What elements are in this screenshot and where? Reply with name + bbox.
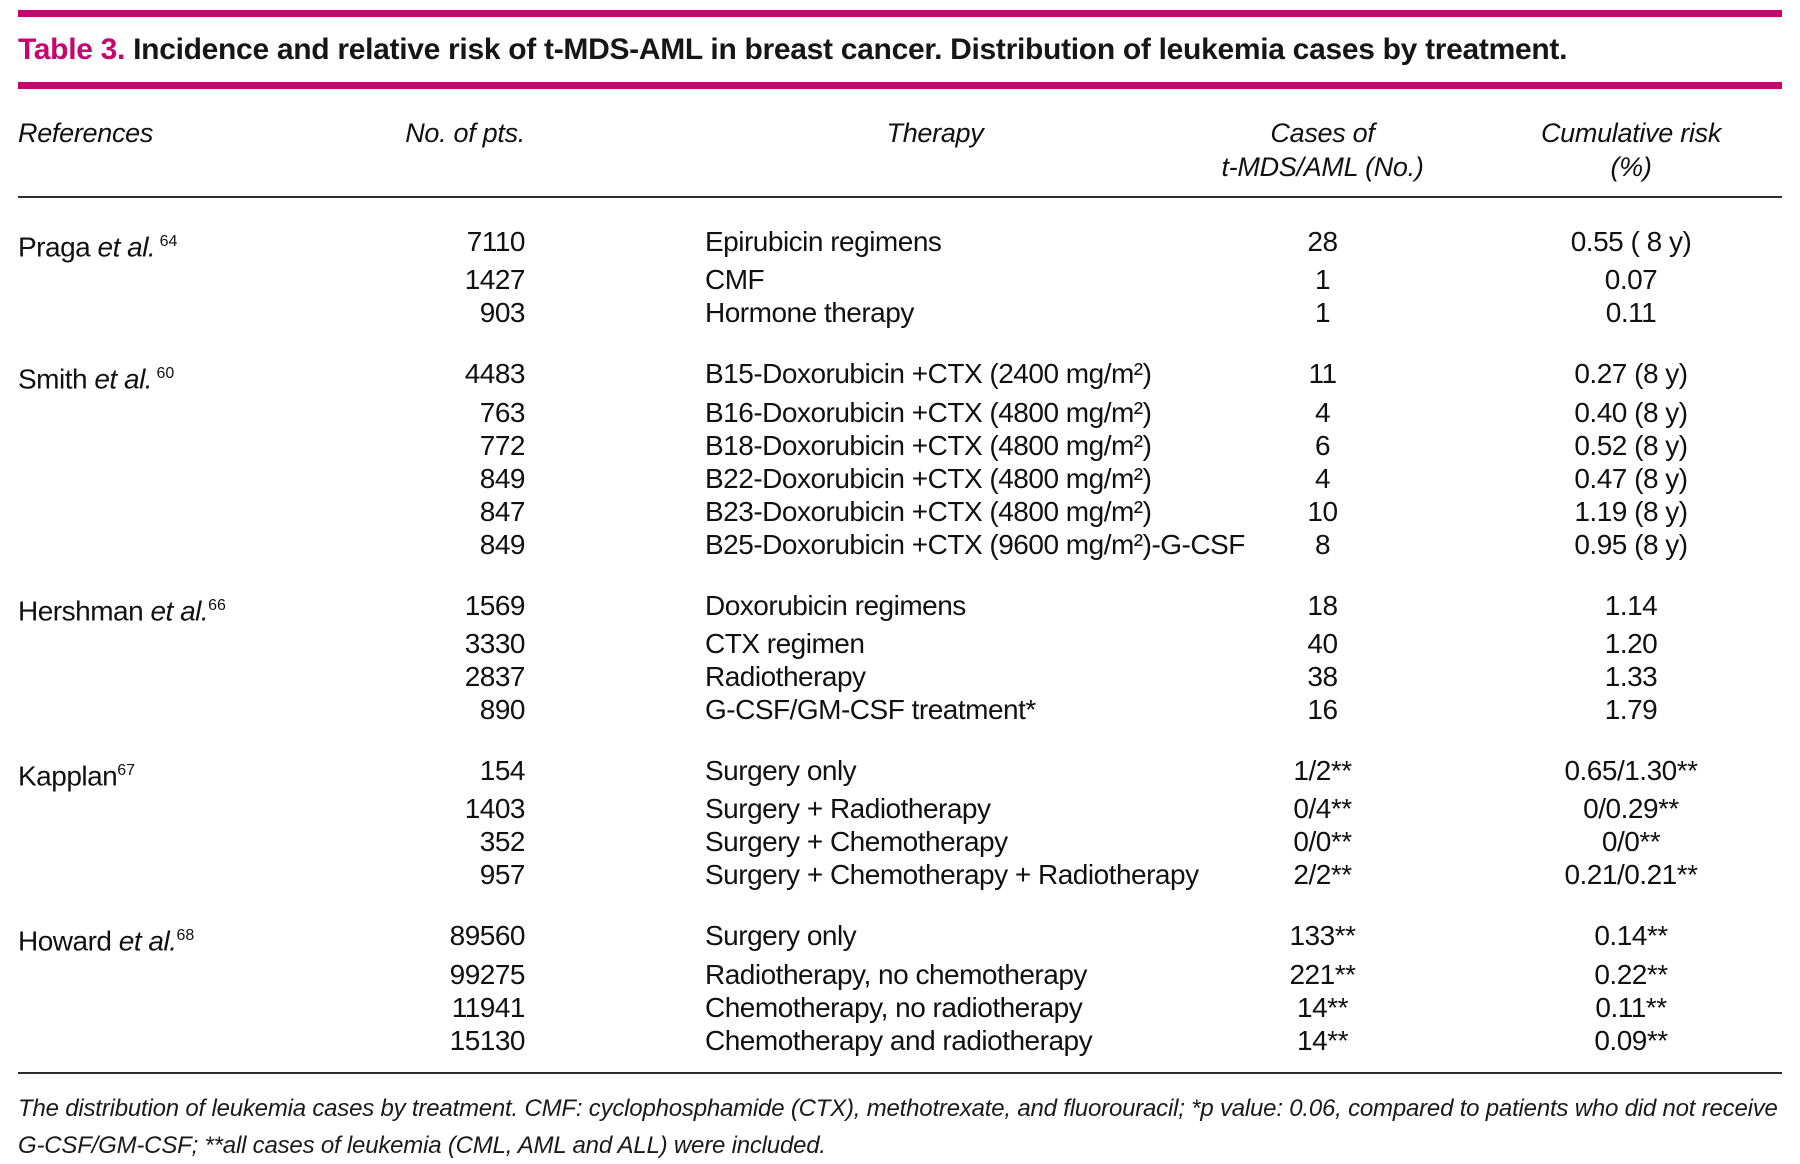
cases-cell: 14** (1297, 1024, 1348, 1056)
table-row (18, 919, 1782, 957)
cases-cell: 11 (1308, 358, 1337, 390)
patients-count-cell: 957 (479, 859, 525, 891)
table-row (18, 627, 1782, 660)
table-group (18, 754, 1782, 891)
cumulative-risk-cell: 1.14 (1604, 589, 1658, 621)
reference-name: Howard (18, 925, 119, 957)
reference-cell (18, 627, 360, 660)
cumulative-risk-cell: 0.55 ( 8 y) (1570, 226, 1692, 257)
table-row (18, 792, 1782, 825)
therapy-cell: Doxorubicin regimens (705, 589, 966, 621)
reference-name: Praga (18, 231, 98, 263)
reference-cell (18, 1024, 360, 1057)
top-accent-rule (18, 10, 1782, 17)
cases-cell: 10 (1307, 495, 1338, 527)
reference-etal: et al. (118, 925, 177, 957)
cases-cell: 0/4** (1293, 793, 1352, 825)
reference-cell (18, 396, 360, 429)
reference-cell (18, 858, 360, 891)
table-row (18, 660, 1782, 693)
reference-name: Smith (18, 363, 95, 395)
patients-count-cell: 15130 (449, 1024, 525, 1056)
table-row (18, 693, 1782, 726)
cumulative-risk-cell: 0.14** (1594, 920, 1668, 952)
reference-cell (18, 693, 360, 726)
patients-count-cell: 154 (479, 754, 525, 786)
cumulative-risk-cell: 0.95 (8 y) (1574, 528, 1688, 560)
table-row (18, 589, 1782, 627)
header-cases-line2: t-MDS/AML (No.) (1221, 152, 1424, 182)
reference-cell (18, 919, 360, 957)
reference-cell (18, 660, 360, 693)
cumulative-risk-cell: 1.79 (1604, 693, 1658, 725)
patients-count-cell: 1427 (464, 264, 525, 296)
table-row (18, 495, 1782, 528)
therapy-cell: B23-Doxorubicin +CTX (4800 mg/m²) (705, 495, 1152, 527)
title-accent-rule (18, 82, 1782, 89)
reference-cell (18, 825, 360, 858)
cumulative-risk-cell: 0/0.29** (1583, 793, 1679, 825)
reference-cell (18, 296, 360, 329)
cases-cell: 1 (1314, 297, 1331, 329)
cumulative-risk-cell: 0.09** (1594, 1024, 1668, 1056)
cases-cell: 14** (1297, 991, 1348, 1023)
therapy-cell: G-CSF/GM-CSF treatment* (705, 693, 1036, 725)
patients-count-cell: 2837 (464, 660, 525, 692)
cases-cell: 1/2** (1293, 754, 1352, 786)
header-divider-rule (18, 196, 1782, 198)
cases-cell: 2/2** (1293, 859, 1352, 891)
cumulative-risk-cell: 1.20 (1604, 627, 1658, 659)
table-title-text: Incidence and relative risk of t-MDS-AML in breast cancer. Distribution of leukemia cases by treatment. (133, 33, 1568, 66)
cases-cell: 133** (1289, 920, 1356, 952)
therapy-cell: Chemotherapy, no radiotherapy (705, 991, 1083, 1023)
therapy-cell: CMF (705, 264, 765, 296)
header-therapy: Therapy (886, 118, 984, 148)
patients-count-cell: 847 (479, 495, 525, 527)
cases-cell: 4 (1314, 462, 1331, 494)
patients-count-cell: 352 (479, 826, 525, 858)
patients-count-cell: 890 (479, 693, 525, 725)
reference-cell (18, 495, 360, 528)
cumulative-risk-cell: 0.65/1.30** (1564, 754, 1698, 786)
table-body (18, 225, 1782, 1057)
patients-count-cell: 7110 (466, 226, 525, 257)
patients-count-cell: 3330 (464, 627, 525, 659)
reference-citation-superscript: 68 (176, 927, 195, 945)
reference-citation-superscript: 64 (155, 233, 178, 250)
therapy-cell: Chemotherapy and radiotherapy (705, 1024, 1093, 1056)
reference-citation-superscript: 66 (208, 596, 226, 614)
patients-count-cell: 903 (479, 297, 525, 329)
reference-cell (18, 958, 360, 991)
cumulative-risk-cell: 0.11** (1595, 991, 1667, 1023)
cumulative-risk-cell: 1.19 (8 y) (1574, 495, 1688, 527)
therapy-cell: Surgery + Chemotherapy + Radiotherapy (705, 859, 1199, 891)
therapy-cell: B25-Doxorubicin +CTX (9600 mg/m²)-G-CSF (705, 528, 1245, 560)
table-row (18, 858, 1782, 891)
therapy-cell: B16-Doxorubicin +CTX (4800 mg/m²) (705, 396, 1152, 428)
therapy-cell: Hormone therapy (705, 297, 914, 329)
reference-etal: et al. (94, 363, 153, 395)
cases-cell: 4 (1314, 396, 1331, 428)
reference-cell (18, 754, 360, 792)
therapy-cell: B15-Doxorubicin +CTX (2400 mg/m²) (705, 358, 1152, 390)
patients-count-cell: 849 (479, 528, 525, 560)
patients-count-cell: 1403 (464, 793, 525, 825)
header-references: References (18, 118, 154, 148)
table-title (18, 31, 1782, 69)
header-no-of-pts: No. of pts. (405, 118, 525, 148)
reference-citation-superscript: 67 (117, 761, 136, 779)
table-row (18, 396, 1782, 429)
reference-citation-superscript: 60 (152, 365, 175, 383)
reference-cell (18, 589, 360, 627)
table-group (18, 225, 1782, 329)
cumulative-risk-cell: 0.27 (8 y) (1574, 358, 1688, 390)
cumulative-risk-cell: 0.47 (8 y) (1574, 462, 1688, 494)
reference-name: Kapplan (18, 760, 118, 792)
cases-cell: 18 (1307, 589, 1338, 621)
cases-cell: 16 (1307, 693, 1338, 725)
bottom-divider-rule (18, 1072, 1782, 1074)
table-header-row (18, 116, 1782, 184)
patients-count-cell: 1569 (464, 589, 525, 621)
patients-count-cell: 99275 (449, 958, 525, 990)
cases-cell: 28 (1307, 226, 1338, 257)
therapy-cell: Radiotherapy (705, 660, 866, 692)
cumulative-risk-cell: 0.11 (1605, 297, 1657, 329)
cumulative-risk-cell: 0.07 (1604, 264, 1658, 296)
reference-cell (18, 792, 360, 825)
cumulative-risk-cell: 0.21/0.21** (1564, 859, 1698, 891)
reference-cell (18, 225, 360, 263)
therapy-cell: Surgery only (705, 920, 857, 952)
reference-cell (18, 462, 360, 495)
cumulative-risk-cell: 0.40 (8 y) (1574, 396, 1688, 428)
table-row (18, 825, 1782, 858)
cumulative-risk-cell: 1.33 (1604, 660, 1658, 692)
patients-count-cell: 849 (479, 462, 525, 494)
table-row (18, 225, 1782, 263)
table-footnote: The distribution of leukemia cases by treatment. CMF: cyclophosphamide (CTX), methotrexate, and fluorouracil; *p value: 0.06, compared to patients who did not receive G-CSF/GM-CSF; **all cases of leukemia (CML, AML and ALL) were included. (18, 1094, 1778, 1159)
therapy-cell: B22-Doxorubicin +CTX (4800 mg/m²) (705, 462, 1152, 494)
cases-cell: 0/0** (1293, 826, 1352, 858)
cases-cell: 1 (1314, 264, 1331, 296)
reference-cell (18, 263, 360, 296)
patients-count-cell: 4483 (464, 358, 525, 390)
table-group (18, 919, 1782, 1056)
cumulative-risk-cell: 0.52 (8 y) (1574, 429, 1688, 461)
cases-cell: 40 (1307, 627, 1338, 659)
reference-etal: et al. (97, 231, 156, 263)
header-risk-line1: Cumulative risk (1540, 118, 1722, 148)
reference-cell (18, 429, 360, 462)
patients-count-cell: 772 (479, 429, 525, 461)
table-row (18, 429, 1782, 462)
therapy-cell: Epirubicin regimens (705, 226, 942, 257)
table-row (18, 958, 1782, 991)
cumulative-risk-cell: 0/0** (1601, 826, 1661, 858)
header-cases-line1: Cases of (1270, 118, 1375, 148)
table-row (18, 1024, 1782, 1057)
cumulative-risk-cell: 0.22** (1594, 958, 1668, 990)
reference-name: Hershman (18, 594, 151, 626)
table-number-label: Table 3. (18, 33, 126, 66)
cases-cell: 221** (1289, 958, 1356, 990)
cases-cell: 38 (1307, 660, 1338, 692)
therapy-cell: B18-Doxorubicin +CTX (4800 mg/m²) (705, 429, 1152, 461)
reference-etal: et al. (150, 594, 209, 626)
table-row (18, 528, 1782, 561)
table-group (18, 589, 1782, 726)
therapy-cell: Surgery + Radiotherapy (705, 793, 991, 825)
therapy-cell: Surgery only (705, 754, 857, 786)
header-cases (1165, 116, 1480, 184)
reference-cell (18, 991, 360, 1024)
table-row (18, 263, 1782, 296)
table-row (18, 754, 1782, 792)
table-row (18, 991, 1782, 1024)
reference-cell (18, 528, 360, 561)
patients-count-cell: 89560 (449, 920, 525, 952)
therapy-cell: Radiotherapy, no chemotherapy (705, 958, 1087, 990)
therapy-cell: CTX regimen (705, 627, 865, 659)
cases-cell: 8 (1314, 528, 1331, 560)
table-group (18, 357, 1782, 560)
header-risk-line2: (%) (1610, 152, 1652, 182)
table-row (18, 462, 1782, 495)
table-row (18, 296, 1782, 329)
patients-count-cell: 763 (479, 396, 525, 428)
cases-cell: 6 (1314, 429, 1331, 461)
patients-count-cell: 11941 (451, 991, 525, 1023)
table-row (18, 357, 1782, 395)
reference-cell (18, 357, 360, 395)
header-cumulative-risk (1480, 116, 1782, 184)
therapy-cell: Surgery + Chemotherapy (705, 826, 1008, 858)
